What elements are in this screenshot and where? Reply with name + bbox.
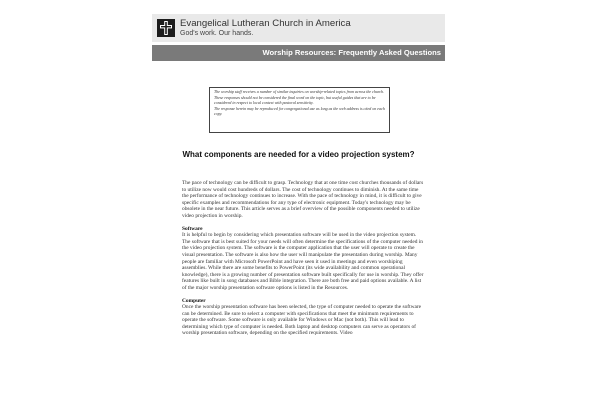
intro-paragraph: The pace of technology can be difficult to grasp. Technology that at one time cost churches thousands of dollars to utilize now would cost hundreds of dollars. The cost of technology continues to diminish. At the same time the performance of technology continues to increase. With the pace of technology in mind, it is difficult to give specific examples and recommendations for any type of electronic equipment. Today's technology may be obsolete in the near future. This article serves as a brief overview of the possible components needed to utilize video projection in worship. (182, 180, 424, 219)
section-computer (182, 298, 425, 338)
question-heading: What components are needed for a video projection system? (182, 150, 415, 159)
section-heading: Software (182, 225, 203, 232)
disclaimer-paragraph: These responses should not be considered the final word on the topic, but useful guides that are to be considered in respect to local context with pastoral sensitivity. (214, 95, 376, 105)
disclaimer-box (209, 87, 390, 133)
org-name: Evangelical Lutheran Church in America (180, 18, 351, 29)
title-bar (152, 45, 445, 61)
section-heading: Computer (182, 297, 206, 304)
section-text: Once the worship presentation software has been selected, the type of computer needed to operate the software can be determined. Be sure to select a computer with specifications that meet the minimum requirements to operate the software. Some software is only available for Windows or Mac (not both). This will lead to determining which type of computer is needed. Both laptop and desktop computers can serve as operators of worship presentation software, depending on the specified requirements. Video (182, 304, 422, 337)
article-body (182, 180, 425, 343)
tagline: God's work. Our hands. (180, 30, 254, 37)
document-title: Worship Resources: Frequently Asked Questions (262, 48, 441, 57)
cross-logo-icon (157, 19, 175, 37)
org-logo (157, 16, 351, 40)
disclaimer-paragraph: The response herein may be reproduced for congregational use as long as the web address is cited on each copy. (214, 105, 385, 116)
section-text: It is helpful to begin by considering which presentation software will be used in the video projection system. The software that is best suited for your needs will often determine the specifications of the computer needed in the video projection system. The software is the computer application that the user will operate to create the visual presentation. The software is also how the user will manipulate the presentation during worship. Many people are familiar with Microsoft PowerPoint and have seen it used in meetings and even worshiping assemblies. While there are some benefits to PowerPoint (its wide availability and common operational knowledge), there is a growing number of presentation software built specifically for use in worship. They offer features like built in song databases and Bible integration. There are both free and paid options available. A list of the major worship presentation software options is listed in the Resources. (182, 232, 424, 291)
disclaimer-paragraph: The worship staff receives a number of similar inquiries on worship-related topics from across the church. (214, 89, 385, 94)
section-software (182, 226, 425, 292)
logo-text (180, 18, 351, 38)
